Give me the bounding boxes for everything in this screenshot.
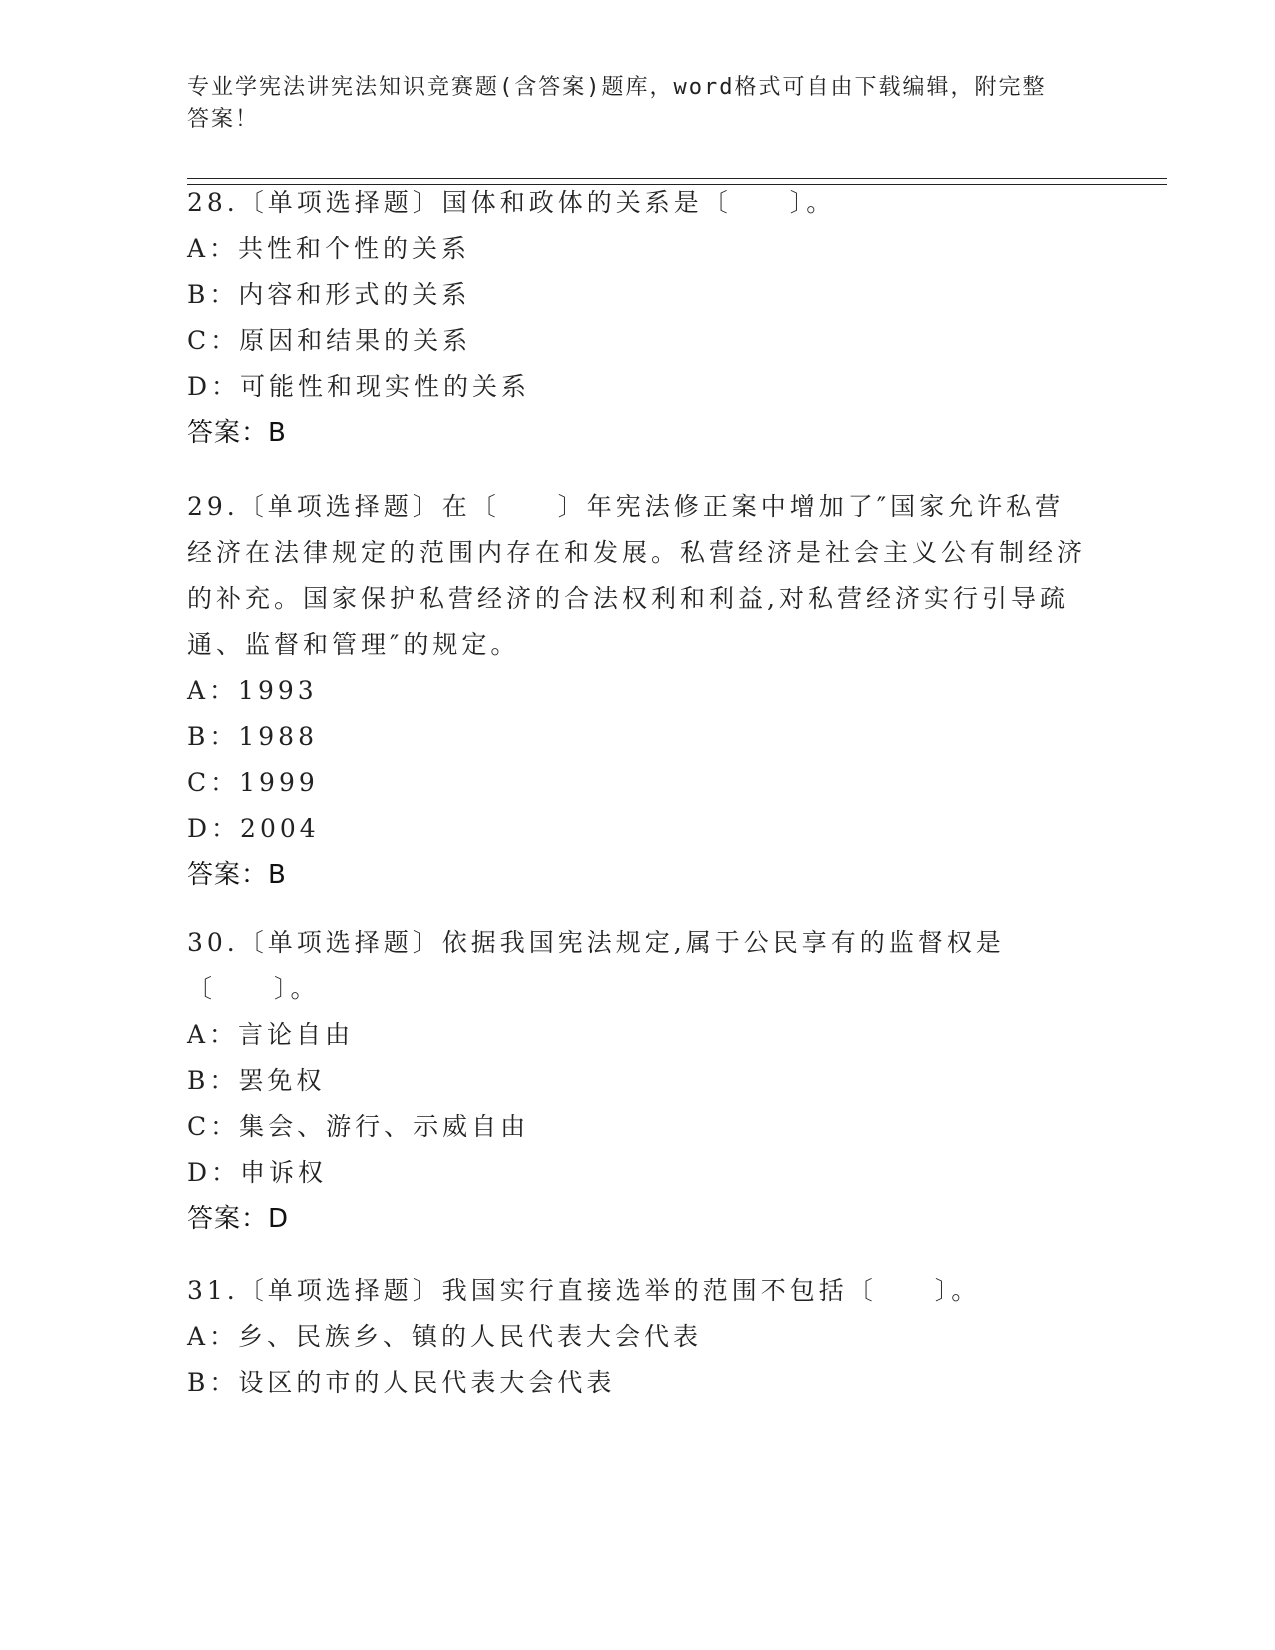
- option-c: C：集会、游行、示威自由: [187, 1112, 530, 1141]
- question-30: [187, 920, 1087, 1242]
- question-stem: 28.〔单项选择题〕国体和政体的关系是〔 〕。: [187, 188, 836, 217]
- option-b: B：内容和形式的关系: [187, 280, 471, 309]
- option-d: D：2004: [187, 814, 320, 843]
- option-a: A：1993: [187, 676, 318, 705]
- question-29: [187, 484, 1087, 898]
- answer: 答案：B: [187, 860, 287, 890]
- option-c: C：原因和结果的关系: [187, 326, 472, 355]
- option-c: C：1999: [187, 768, 319, 797]
- option-b: B：设区的市的人民代表大会代表: [187, 1368, 616, 1397]
- answer: 答案：D: [187, 1204, 290, 1234]
- document-header: 专业学宪法讲宪法知识竞赛题(含答案)题库，word格式可自由下载编辑，附完整答案！: [187, 75, 1047, 132]
- option-d: D：可能性和现实性的关系: [187, 372, 531, 401]
- option-a: A：乡、民族乡、镇的人民代表大会代表: [187, 1322, 703, 1351]
- option-b: B：罢免权: [187, 1066, 326, 1095]
- question-stem: 31.〔单项选择题〕我国实行直接选举的范围不包括〔 〕。: [187, 1276, 981, 1305]
- question-31: [187, 1268, 1087, 1406]
- option-a: A：共性和个性的关系: [187, 234, 471, 263]
- option-b: B：1988: [187, 722, 318, 751]
- question-28: [187, 180, 1087, 456]
- answer: 答案：B: [187, 418, 287, 448]
- option-a: A：言论自由: [187, 1020, 355, 1049]
- question-stem: 30.〔单项选择题〕依据我国宪法规定,属于公民享有的监督权是〔 〕。: [187, 928, 1005, 1003]
- question-stem: 29.〔单项选择题〕在〔 〕年宪法修正案中增加了″国家允许私营经济在法律规定的范围内存在和发展。私营经济是社会主义公有制经济的补充。国家保护私营经济的合法权利和利益,对私营经济实行引导疏通、监督和管理″的规定。: [187, 492, 1087, 659]
- option-d: D：申诉权: [187, 1158, 328, 1187]
